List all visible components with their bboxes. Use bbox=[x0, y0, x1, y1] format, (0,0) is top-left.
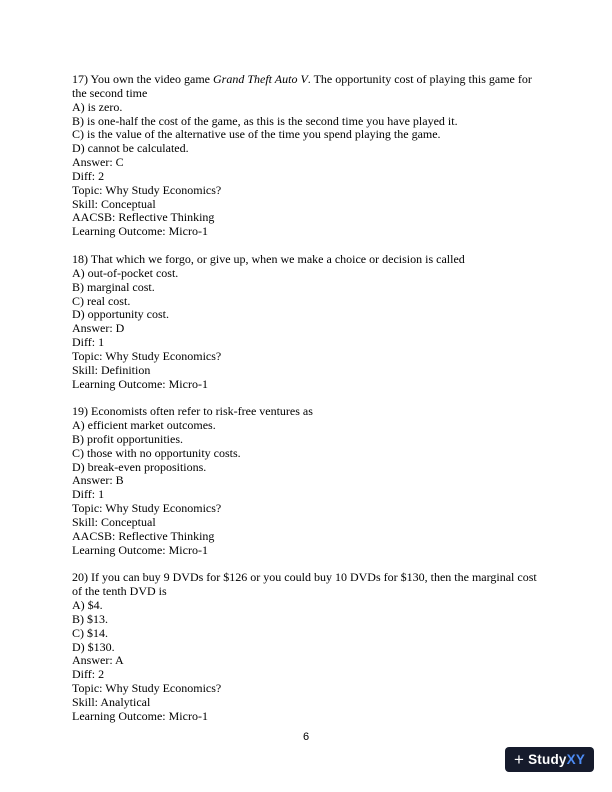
skill: Skill: Conceptual bbox=[72, 196, 156, 211]
question-17 bbox=[72, 73, 542, 239]
option-c: C) is the value of the alternative use of the time you spend playing the game. bbox=[72, 127, 441, 142]
question-stem: 19) Economists often refer to risk-free ventures as bbox=[72, 404, 313, 419]
difficulty: Diff: 2 bbox=[72, 168, 105, 183]
option-b: B) $13. bbox=[72, 611, 108, 626]
option-d: D) cannot be calculated. bbox=[72, 141, 189, 156]
option-b: B) marginal cost. bbox=[72, 279, 155, 294]
option-c: C) those with no opportunity costs. bbox=[72, 445, 241, 460]
aacsb: AACSB: Reflective Thinking bbox=[72, 528, 215, 543]
topic: Topic: Why Study Economics? bbox=[72, 182, 222, 197]
game-title: Grand Theft Auto V bbox=[213, 72, 308, 86]
skill: Skill: Definition bbox=[72, 362, 151, 377]
learning-outcome: Learning Outcome: Micro-1 bbox=[72, 542, 208, 557]
answer: Answer: C bbox=[72, 155, 124, 170]
skill: Skill: Analytical bbox=[72, 694, 151, 709]
topic: Topic: Why Study Economics? bbox=[72, 681, 222, 696]
option-b: B) profit opportunities. bbox=[72, 431, 183, 446]
logo-text-accent: XY bbox=[566, 752, 586, 767]
answer: Answer: A bbox=[72, 653, 124, 668]
option-d: D) opportunity cost. bbox=[72, 307, 169, 322]
logo-text-main: Study bbox=[528, 752, 567, 767]
studyxy-logo[interactable] bbox=[505, 747, 594, 772]
question-19 bbox=[72, 405, 542, 557]
difficulty: Diff: 1 bbox=[72, 487, 105, 502]
option-a: A) $4. bbox=[72, 598, 103, 613]
question-stem: 20) If you can buy 9 DVDs for $126 or you could buy 10 DVDs for $130, then the marginal cost of the tenth DVD is bbox=[72, 570, 537, 599]
page-number: 6 bbox=[302, 731, 310, 743]
answer: Answer: B bbox=[72, 473, 124, 488]
learning-outcome: Learning Outcome: Micro-1 bbox=[72, 224, 208, 239]
aacsb: AACSB: Reflective Thinking bbox=[72, 210, 215, 225]
question-stem: 18) That which we forgo, or give up, when we make a choice or decision is called bbox=[72, 251, 465, 266]
option-a: A) is zero. bbox=[72, 99, 123, 114]
option-a: A) out-of-pocket cost. bbox=[72, 265, 179, 280]
difficulty: Diff: 1 bbox=[72, 335, 105, 350]
option-b: B) is one-half the cost of the game, as this is the second time you have played it. bbox=[72, 113, 458, 128]
topic: Topic: Why Study Economics? bbox=[72, 348, 222, 363]
question-20 bbox=[72, 571, 542, 723]
learning-outcome: Learning Outcome: Micro-1 bbox=[72, 708, 208, 723]
option-d: D) break-even propositions. bbox=[72, 459, 207, 474]
learning-outcome: Learning Outcome: Micro-1 bbox=[72, 376, 208, 391]
question-18 bbox=[72, 253, 542, 391]
skill: Skill: Conceptual bbox=[72, 515, 156, 529]
question-stem: 17) You own the video game Grand Theft Auto V. The opportunity cost of playing this game for the second time bbox=[72, 72, 532, 100]
document-body bbox=[72, 73, 542, 738]
answer: Answer: D bbox=[72, 321, 125, 336]
option-c: C) $14. bbox=[72, 625, 108, 640]
option-a: A) efficient market outcomes. bbox=[72, 418, 216, 433]
option-c: C) real cost. bbox=[72, 293, 131, 308]
difficulty: Diff: 2 bbox=[72, 667, 105, 682]
option-d: D) $130. bbox=[72, 639, 115, 654]
topic: Topic: Why Study Economics? bbox=[72, 501, 222, 516]
plus-icon: + bbox=[513, 750, 525, 769]
